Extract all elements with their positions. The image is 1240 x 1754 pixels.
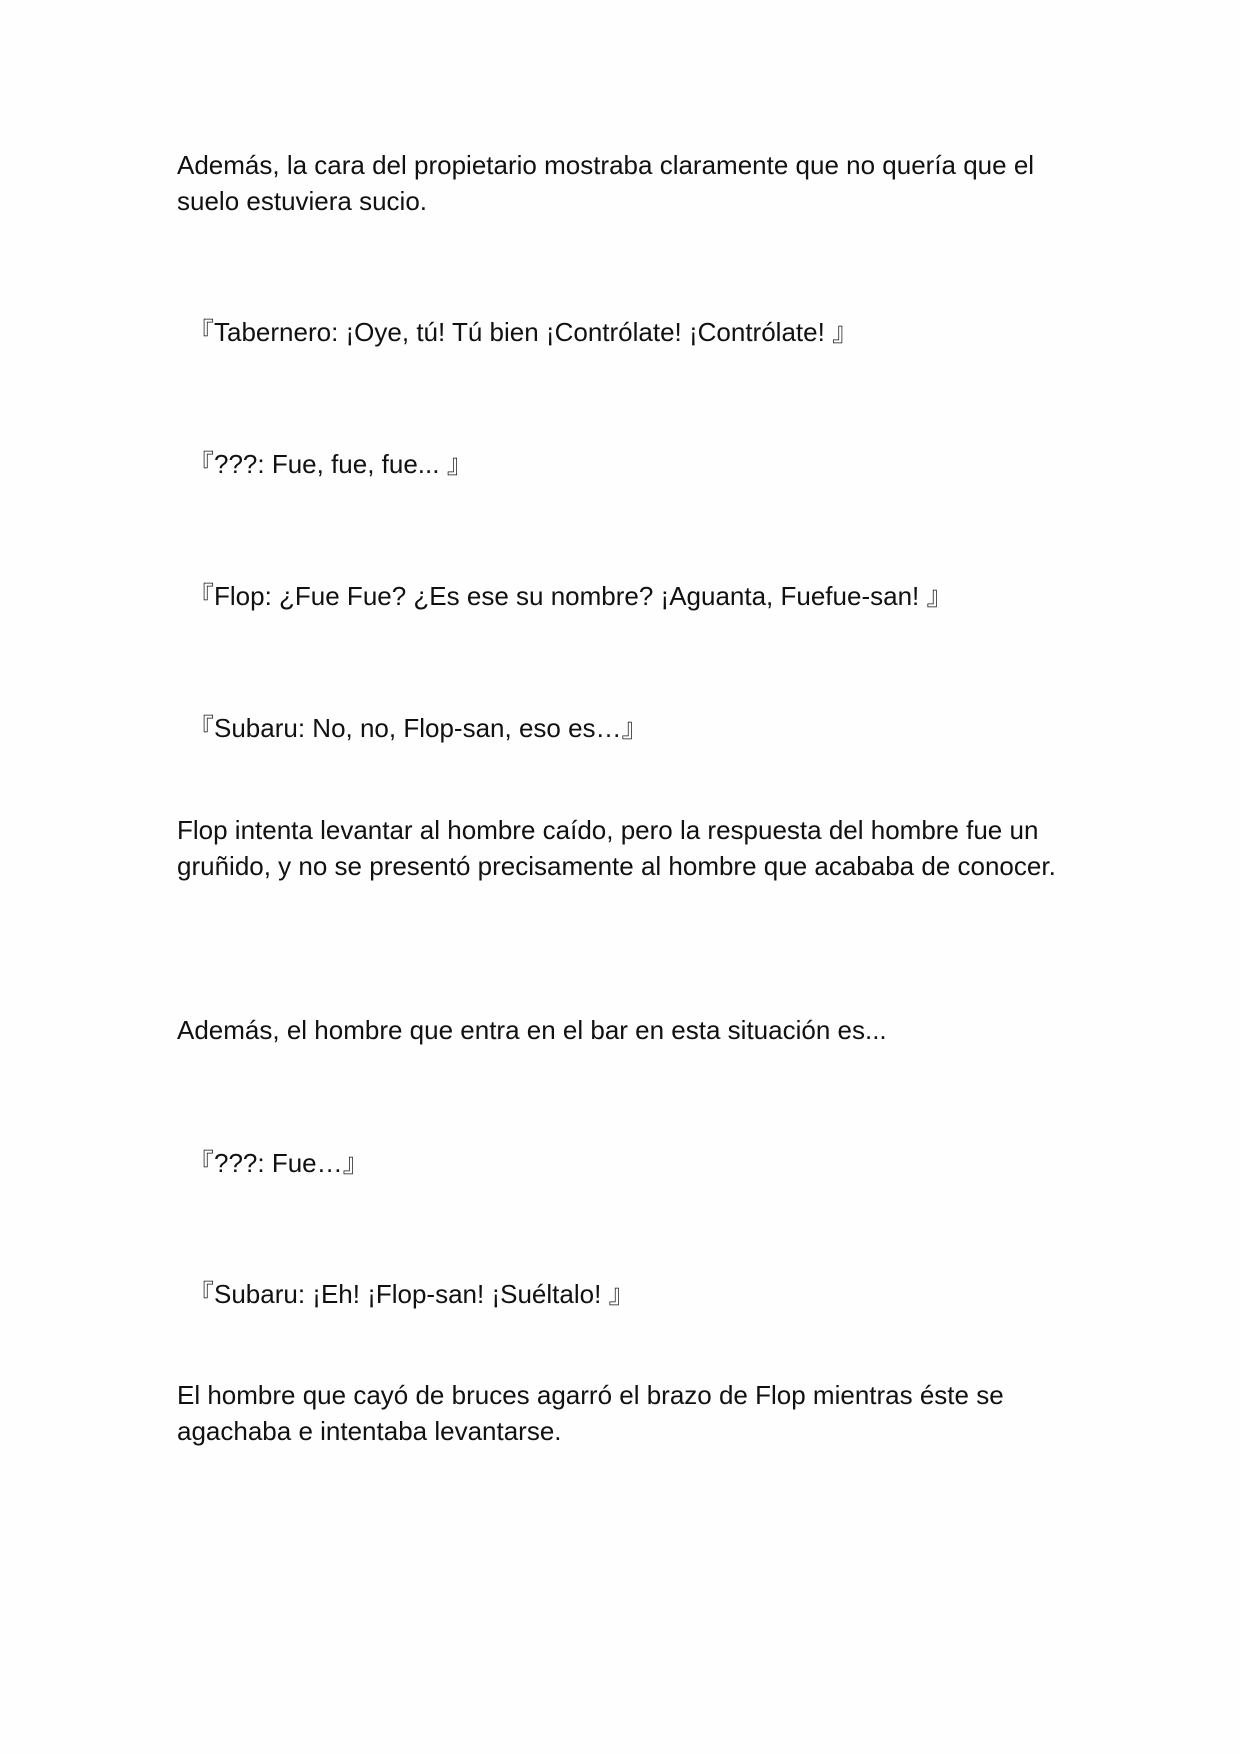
dialogue-line-unknown: 『???: Fue…』 [188, 1148, 369, 1178]
narration-paragraph: Además, el hombre que entra en el bar en esta situación es... [177, 1015, 887, 1045]
narration-paragraph: Además, la cara del propietario mostraba claramente que no quería que el suelo estuviera sucio. [177, 150, 1042, 216]
narration-paragraph: El hombre que cayó de bruces agarró el brazo de Flop mientras éste se agachaba e intentaba levantarse. [177, 1380, 1011, 1446]
dialogue-line-unknown: 『???: Fue, fue, fue... 』 [188, 449, 473, 479]
narration-paragraph: Flop intenta levantar al hombre caído, pero la respuesta del hombre fue un gruñido, y no se presentó precisamente al hombre que acababa de conocer. [177, 815, 1056, 881]
dialogue-line-subaru: 『Subaru: ¡Eh! ¡Flop-san! ¡Suéltalo! 』 [188, 1279, 635, 1309]
dialogue-line-flop: 『Flop: ¿Fue Fue? ¿Es ese su nombre? ¡Aguanta, Fuefue-san! 』 [188, 581, 953, 611]
dialogue-line-subaru: 『Subaru: No, no, Flop-san, eso es…』 [188, 713, 648, 743]
dialogue-line-tabernero: 『Tabernero: ¡Oye, tú! Tú bien ¡Contrólate! ¡Contrólate! 』 [188, 317, 859, 347]
